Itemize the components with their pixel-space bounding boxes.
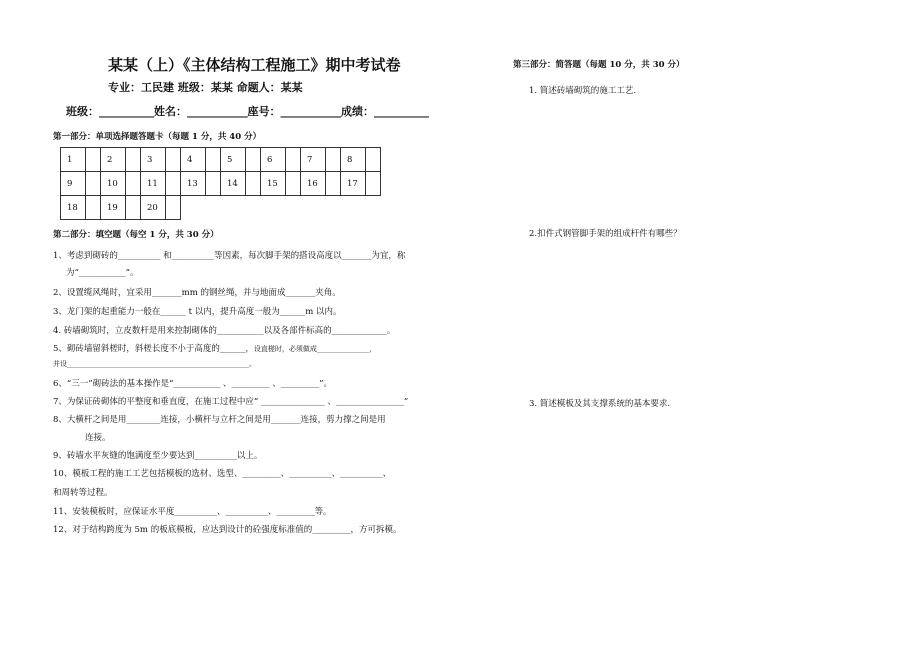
answer-box[interactable] xyxy=(326,148,341,172)
answer-box[interactable] xyxy=(86,172,101,196)
answer-cell: 13 xyxy=(181,172,206,196)
answer-card-row xyxy=(61,196,381,220)
fill-question: 并设____________________________________________________。 xyxy=(53,360,256,368)
answer-cell: 8 xyxy=(341,148,366,172)
answer-box[interactable] xyxy=(126,148,141,172)
fill-question: 8、大横杆之间是用________连接，小横杆与立杆之间是用_______连接，剪力撑之间是用 xyxy=(53,415,386,425)
fill-question: 10、模板工程的施工工艺包括模板的选材、选型、_________、__________、__________、 xyxy=(53,469,392,479)
fill-question-part: 5、砌砖墙留斜槎时，斜槎长度不小于高度的______， xyxy=(53,344,254,354)
answer-card-table xyxy=(60,147,381,220)
answer-cell: 7 xyxy=(301,148,326,172)
answer-box[interactable] xyxy=(246,172,261,196)
answer-box[interactable] xyxy=(206,148,221,172)
fill-question: 连接。 xyxy=(85,433,111,443)
fill-question: 6、“三一”砌砖法的基本操作是“___________ 、_________ 、_________”。 xyxy=(53,379,332,389)
answer-cell: 18 xyxy=(61,196,86,220)
fill-question: 3、龙门架的起重能力一般在______ t 以内，提升高度一般为______m 以内。 xyxy=(53,307,342,317)
answer-card-row xyxy=(61,172,381,196)
answer-box[interactable] xyxy=(326,172,341,196)
answer-box[interactable] xyxy=(166,172,181,196)
answer-cell: 17 xyxy=(341,172,366,196)
answer-cell: 19 xyxy=(101,196,126,220)
answer-box[interactable] xyxy=(206,172,221,196)
answer-cell: 11 xyxy=(141,172,166,196)
answer-cell: 5 xyxy=(221,148,246,172)
answer-cell: 3 xyxy=(141,148,166,172)
fill-question: 1、考虑到砌砖的__________ 和__________等因素，每次脚手架的搭设高度以_______为宜，称 xyxy=(53,251,406,261)
fill-question: 为“___________”。 xyxy=(66,268,139,278)
answer-cell: 15 xyxy=(261,172,286,196)
answer-cell: 2 xyxy=(101,148,126,172)
fill-question: 12、对于结构跨度为 5m 的板底模板，应达到设计的砼强度标准值的_________，方可拆模。 xyxy=(53,525,402,535)
answer-box[interactable] xyxy=(126,196,141,220)
fill-question: 4. 砖墙砌筑时，立皮数杆是用来控制砌体的___________以及各部件标高的_____________。 xyxy=(53,326,396,336)
answer-box[interactable] xyxy=(366,148,381,172)
answer-cell: 6 xyxy=(261,148,286,172)
fill-question: 7、为保证砖砌体的平整度和垂直度，在施工过程中应“ _______________ 、________________” xyxy=(53,397,409,407)
answer-box[interactable] xyxy=(366,172,381,196)
part2-heading: 第二部分：填空题（每空 1 分，共 30 分） xyxy=(53,230,219,240)
short-answer-question: 2.扣件式钢管脚手架的组成杆件有哪些？ xyxy=(529,229,682,239)
fill-question: 11、安装模板时，应保证水平度__________、__________、_________等。 xyxy=(53,507,332,517)
answer-cell: 14 xyxy=(221,172,246,196)
exam-title: 某某（上）《主体结构工程施工》期中考试卷 xyxy=(108,56,401,74)
answer-cell: 9 xyxy=(61,172,86,196)
part1-heading: 第一部分：单项选择题答题卡（每题 1 分，共 40 分） xyxy=(53,132,262,142)
fill-question: 2、设置缆风绳时，宜采用_______mm 的钢丝绳，并与地面成_______夹角。 xyxy=(53,288,341,298)
short-answer-question: 1. 简述砖墙砌筑的施工工艺. xyxy=(529,86,637,96)
answer-cell: 16 xyxy=(301,172,326,196)
answer-box[interactable] xyxy=(126,172,141,196)
part3-heading: 第三部分：简答题（每题 10 分，共 30 分） xyxy=(513,60,685,70)
fill-question xyxy=(53,342,376,354)
answer-box[interactable] xyxy=(286,148,301,172)
answer-box[interactable] xyxy=(86,196,101,220)
short-answer-question: 3. 简述模板及其支撑系统的基本要求. xyxy=(529,399,671,409)
answer-cell: 1 xyxy=(61,148,86,172)
answer-cell: 4 xyxy=(181,148,206,172)
answer-cell: 10 xyxy=(101,172,126,196)
answer-cell: 20 xyxy=(141,196,166,220)
answer-box[interactable] xyxy=(166,196,181,220)
fill-question: 9、砖墙水平灰缝的饱满度至少要达到__________以上。 xyxy=(53,451,263,461)
fill-question: 和周转等过程。 xyxy=(53,488,113,498)
answer-box[interactable] xyxy=(166,148,181,172)
answer-box[interactable] xyxy=(286,172,301,196)
answer-box[interactable] xyxy=(86,148,101,172)
answer-card-row xyxy=(61,148,381,172)
fill-question-part: 设直槎时，必须做成_______________， xyxy=(253,345,377,353)
student-info-line: 班级：__________姓名：___________座号：___________成绩：__________ xyxy=(66,105,429,118)
exam-meta: 专业：工民建 班级：某某 命题人：某某 xyxy=(108,81,303,94)
answer-box[interactable] xyxy=(246,148,261,172)
